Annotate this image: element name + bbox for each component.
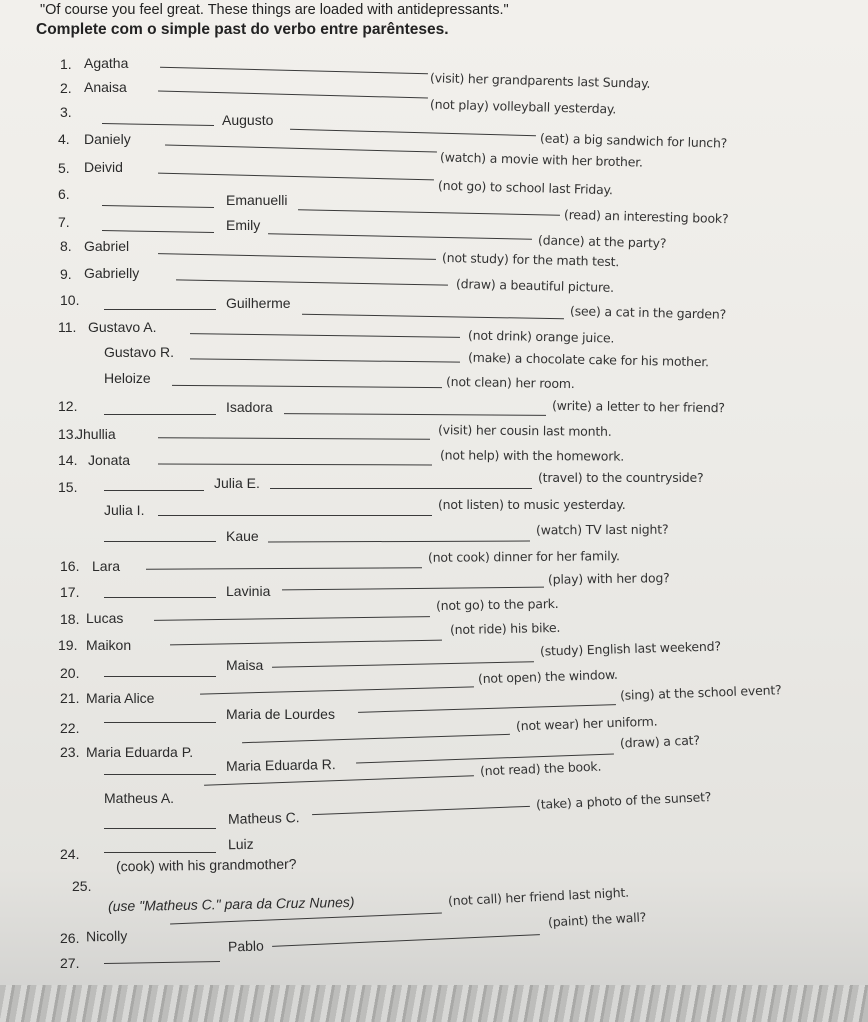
answer-blank	[158, 90, 428, 98]
verb-hint: (not call) her friend last night.	[447, 884, 630, 909]
student-name: Julia E.	[214, 475, 260, 491]
verb-hint: (not study) for the math test.	[441, 249, 620, 270]
answer-blank	[104, 414, 216, 415]
answer-blank	[200, 686, 474, 694]
item-number: 24.	[60, 846, 80, 862]
answer-blank	[268, 233, 532, 240]
answer-blank	[104, 961, 220, 964]
answer-blank	[146, 567, 422, 569]
answer-blank	[158, 253, 436, 260]
answer-blank	[176, 279, 448, 285]
student-name: Anaisa	[84, 79, 127, 95]
item-number: 21.	[60, 690, 80, 706]
answer-blank	[284, 413, 546, 416]
student-name: Kaue	[226, 528, 259, 544]
student-name: Maria Alice	[86, 690, 155, 706]
answer-blank	[104, 676, 216, 677]
verb-hint: (not open) the window.	[477, 666, 618, 687]
item-number: 9.	[60, 266, 72, 282]
student-name: Augusto	[222, 112, 274, 128]
student-name: Agatha	[84, 55, 129, 71]
verb-hint: (not drink) orange juice.	[467, 327, 615, 346]
verb-hint: (cook) with his grandmother?	[115, 855, 297, 875]
item-number: 27.	[60, 955, 80, 971]
student-name: Jonata	[88, 452, 131, 468]
student-name: Jhullia	[76, 426, 116, 442]
verb-hint: (not ride) his bike.	[449, 619, 561, 638]
student-name: Lara	[92, 558, 121, 574]
verb-hint: (not wear) her uniform.	[515, 713, 658, 734]
verb-hint: (not help) with the homework.	[439, 447, 625, 464]
answer-blank	[302, 314, 564, 320]
item-number: 7.	[58, 214, 70, 230]
verb-hint: (not cook) dinner for her family.	[427, 548, 620, 565]
student-name: Gabriel	[84, 238, 130, 254]
student-name: Pablo	[227, 937, 265, 955]
student-name: Emanuelli	[226, 192, 288, 208]
answer-blank	[102, 205, 214, 208]
item-number: 16.	[60, 558, 80, 574]
verb-hint: (write) a letter to her friend?	[551, 397, 725, 416]
verb-hint: (sing) at the school event?	[619, 682, 782, 703]
verb-hint: (travel) to the countryside?	[538, 470, 704, 485]
student-name: Lucas	[86, 610, 124, 626]
student-name: Maisa	[226, 657, 264, 673]
answer-blank	[165, 144, 437, 152]
item-number: 1.	[60, 56, 72, 72]
cartoon-quote: "Of course you feel great. These things are loaded with antidepressants."	[40, 2, 509, 18]
student-name: Emily	[226, 217, 261, 233]
verb-hint: (study) English last weekend?	[539, 638, 721, 659]
answer-blank	[290, 129, 536, 136]
answer-blank	[358, 704, 616, 713]
verb-hint: (take) a photo of the sunset?	[535, 789, 712, 812]
background-surface	[0, 985, 868, 1022]
item-number: 22.	[60, 720, 80, 736]
student-name: Maria de Lourdes	[226, 706, 335, 722]
item-number: 20.	[60, 665, 80, 681]
answer-blank	[272, 934, 540, 947]
answer-blank	[104, 597, 216, 598]
verb-hint: (draw) a beautiful picture.	[455, 276, 615, 295]
verb-hint: (visit) her grandparents last Sunday.	[429, 70, 651, 91]
item-number: 18.	[60, 611, 80, 627]
answer-blank	[170, 913, 442, 925]
item-number: 4.	[58, 131, 70, 147]
student-name: Maria Eduarda P.	[86, 744, 194, 760]
answer-blank	[190, 333, 460, 338]
answer-blank	[104, 774, 216, 775]
answer-blank	[102, 123, 214, 126]
answer-blank	[170, 640, 442, 646]
student-name: Maria Eduarda R.	[225, 756, 336, 774]
student-name: Matheus C.	[227, 809, 300, 827]
verb-hint: (paint) the wall?	[547, 909, 647, 930]
answer-blank	[190, 358, 460, 362]
verb-hint: (not listen) to music yesterday.	[438, 497, 626, 512]
verb-hint: (draw) a cat?	[619, 732, 701, 751]
item-number: 17.	[60, 584, 80, 600]
answer-blank	[104, 828, 216, 829]
answer-blank	[160, 67, 428, 75]
item-number: 19.	[58, 637, 78, 653]
item-number: 8.	[60, 238, 72, 254]
answer-blank	[158, 515, 432, 516]
item-number: 12.	[58, 398, 78, 414]
verb-hint: (not play) volleyball yesterday.	[429, 96, 617, 117]
verb-hint: (play) with her dog?	[547, 570, 670, 587]
answer-blank	[282, 587, 544, 591]
item-number: 13.	[58, 426, 78, 442]
answer-blank	[104, 852, 216, 853]
verb-hint: (read) an interesting book?	[563, 206, 729, 227]
item-number: 6.	[58, 186, 70, 202]
student-name: Gabrielly	[84, 265, 140, 281]
answer-blank	[272, 661, 534, 667]
student-name: Gustavo R.	[104, 344, 175, 360]
student-name: Maikon	[86, 637, 132, 653]
verb-hint: (not read) the book.	[479, 758, 602, 779]
instruction-note: (use "Matheus C." para da Cruz Nunes)	[107, 893, 355, 915]
student-name: Nicolly	[85, 927, 128, 945]
answer-blank	[104, 541, 216, 542]
student-name: Deivid	[84, 159, 123, 175]
student-name: Lavinia	[226, 583, 271, 599]
student-name: Matheus A.	[104, 790, 175, 806]
verb-hint: (not go) to the park.	[435, 595, 559, 614]
item-number: 2.	[60, 80, 72, 96]
item-number: 14.	[58, 452, 78, 468]
item-number: 23.	[60, 744, 80, 760]
answer-blank	[242, 734, 510, 743]
answer-blank	[270, 488, 532, 489]
answer-blank	[158, 173, 434, 181]
verb-hint: (make) a chocolate cake for his mother.	[467, 349, 710, 370]
exercise-title: Complete com o simple past do verbo entre parênteses.	[36, 21, 449, 38]
verb-hint: (see) a cat in the garden?	[569, 303, 727, 322]
verb-hint: (not go) to school last Friday.	[437, 177, 613, 198]
student-name: Heloize	[104, 370, 151, 386]
answer-blank	[268, 541, 530, 543]
answer-blank	[158, 437, 430, 439]
student-name: Daniely	[84, 131, 131, 147]
student-name: Julia I.	[104, 502, 145, 518]
verb-hint: (visit) her cousin last month.	[437, 422, 612, 439]
answer-blank	[102, 230, 214, 233]
item-number: 11.	[58, 319, 77, 335]
item-number: 25.	[72, 878, 92, 894]
item-number: 26.	[60, 930, 80, 946]
answer-blank	[158, 464, 432, 466]
verb-hint: (watch) a movie with her brother.	[439, 149, 644, 170]
verb-hint: (dance) at the party?	[537, 232, 667, 251]
student-name: Guilherme	[226, 295, 291, 311]
student-name: Isadora	[226, 399, 273, 415]
item-number: 15.	[58, 479, 78, 495]
verb-hint: (watch) TV last night?	[535, 521, 669, 538]
student-name: Gustavo A.	[88, 319, 157, 335]
item-number: 3.	[60, 104, 72, 120]
answer-blank	[104, 490, 204, 491]
student-name: Luiz	[227, 835, 254, 853]
answer-blank	[154, 616, 430, 621]
answer-blank	[204, 775, 474, 785]
verb-hint: (not clean) her room.	[445, 373, 575, 392]
answer-blank	[172, 385, 442, 388]
answer-blank	[104, 722, 216, 723]
verb-hint: (eat) a big sandwich for lunch?	[539, 130, 728, 151]
answer-blank	[298, 209, 560, 215]
answer-blank	[312, 806, 530, 815]
item-number: 5.	[58, 160, 70, 176]
answer-blank	[104, 309, 216, 310]
item-number: 10.	[60, 292, 80, 308]
